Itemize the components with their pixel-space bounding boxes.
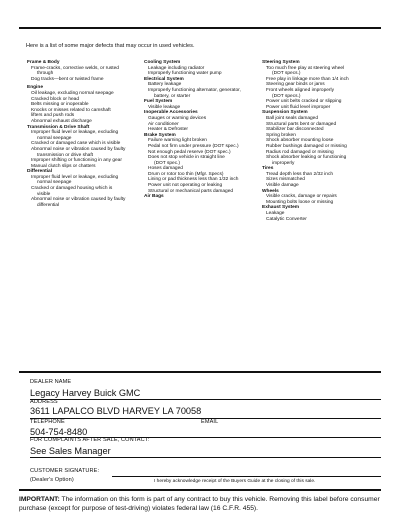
dealer-name-line [30,399,381,400]
defect-item: Hoses damaged [148,166,183,172]
defect-item: Improperly functioning alternator, generator, [148,87,241,93]
defect-item: Abnormal noise or vibration caused by faulty [31,146,126,152]
defect-category-heading: Cooling System [144,60,181,65]
defect-item: through [37,71,54,77]
complaints-contact-value: See Sales Manager [30,446,111,456]
defect-item: Visible cracks, damage or repairs [266,194,337,200]
defect-item: Free play in linkage more than 1/4 inch [266,76,349,82]
defects-column-1 [27,60,125,208]
defect-item: Battery leakage [148,82,182,88]
defect-item: Pedal not firm under pressure (DOT spec.) [148,143,239,149]
defect-item: Improper shifting or functioning in any gear [31,158,122,164]
signature-line [112,476,381,477]
defect-item: Spring broken [266,132,296,138]
defect-category-heading: Wheels [262,188,279,194]
telephone-label: TELEPHONE [30,419,65,425]
acknowledge-text: I hereby acknowledge receipt of the Buyers Guide at the closing of this sale. [154,479,316,484]
defects-column-2 [144,60,241,200]
email-label: EMAIL [201,419,219,425]
defect-item: battery, or starter [154,93,191,99]
defect-item: Visible damage [266,183,299,189]
defect-category-heading: Tires [262,166,274,172]
defect-item: Does not stop vehicle in straight line [148,155,225,161]
defect-category-heading: Differential [27,169,53,175]
defect-item: Ball joint seals damaged [266,115,318,121]
defect-item: Power unit belts cracked or slipping [266,99,342,105]
dealer-name-value: Legacy Harvey Buick GMC [30,388,141,398]
defect-category-heading: Brake System [144,132,176,138]
form-top-rule [19,371,381,373]
defect-item: Power unit not operating or leaking [148,183,223,189]
important-label: IMPORTANT: [19,496,60,503]
defect-category-heading: Transmission & Drive Shaft [27,124,90,130]
defect-item: Drum or rotor too thin (Mfgr. Specs) [148,171,224,177]
defect-item: Too much free play at steering wheel [266,65,345,71]
defect-item: Frame-cracks, corrective welds, or rusted [31,65,119,71]
address-label: ADDRESS [30,399,58,405]
customer-signature-label: CUSTOMER SIGNATURE: [30,468,100,474]
complaints-line [30,457,381,458]
defect-item: (DOT spec.) [154,160,181,166]
defect-item: Mounting bolts loose or missing [266,199,334,205]
defect-category-heading: Air Bags [144,194,164,200]
defect-category-heading: Fuel System [144,99,173,105]
defect-item: improperly [272,160,295,166]
defect-item: Stabilizer bar disconnected [266,127,324,133]
defect-category-heading: Exhaust System [262,205,300,211]
defects-column-3 [262,60,349,222]
defect-item: (DOT specs.) [272,93,301,99]
defect-item: lifters and push rods [31,113,75,119]
defect-item: Sizes mismatched [266,177,305,183]
defect-item: Leakage including radiator [148,65,205,71]
defect-category-heading: Steering System [262,60,300,65]
defect-item: (DOT specs.) [272,71,301,77]
defect-item: Leakage [266,211,285,217]
defect-item: Cracked or damaged case which is visible [31,141,121,147]
defect-item: Failure warning light broken [148,138,207,144]
defect-item: differential [37,202,60,208]
telephone-value: 504-754-8480 [30,427,88,437]
address-value: 3611 LAPALCO BLVD HARVEY LA 70058 [30,406,202,416]
dealer-name-label: DEALER NAME [30,379,72,385]
defect-item: Knocks or misses related to camshaft [31,107,111,113]
defect-item: Cracked or damaged housing which is [31,186,113,192]
intro-text: Here is a list of some major defects that may occur in used vehicles. [26,43,195,49]
defect-item: Shock absorber leaking or functioning [266,155,347,161]
defect-item: Shock absorber mounting loose [266,138,334,144]
defect-item: transmission or drive shaft [37,152,93,158]
defect-item: normal seepage [37,135,72,141]
defect-item: Dog tracks—bent or twisted frame [31,76,104,82]
defect-category-heading: Inoperable Accessories [144,110,198,116]
defect-item: Not enough pedal reserve (DOT spec.) [148,149,231,155]
defect-item: Improper fluid level or leakage, excluding [31,130,119,136]
defect-category-heading: Engine [27,85,43,91]
defect-item: Abnormal exhaust discharge [31,118,92,124]
defect-item: Abnormal noise or vibration caused by faulty [31,197,126,203]
complaints-label: FOR COMPLAINTS AFTER SALE, CONTACT: [30,437,150,443]
defect-item: Heater & Defroster [148,127,188,133]
defect-item: Improperly functioning water pump [148,71,222,77]
defect-item: Manual clutch slips or chatters [31,163,96,169]
defect-item: Oil leakage, excluding normal seepage [31,90,114,96]
important-notice [19,496,389,513]
defect-item: Rubber bushings damaged or missing [266,143,347,149]
bottom-rule [19,489,381,491]
defect-item: Front wheels aligned improperly [266,87,334,93]
defect-category-heading: Frame & Body [27,60,60,65]
dealer-option-label: (Dealer's Option) [30,477,74,483]
defect-item: Structural parts bent or damaged [266,121,337,127]
defect-item: Radius rod damaged or missing [266,149,334,155]
defect-item: Improper fluid level or leakage, excluding [31,174,119,180]
top-rule [19,27,381,29]
defect-category-heading: Suspension System [262,110,308,116]
defect-item: Belts missing or inoperable [31,102,89,108]
defect-item: visible [37,191,51,197]
defect-item: Steering gear binds or jams [266,82,325,88]
defect-item: Visible leakage [148,104,181,110]
defect-item: Tread depth less than 2/32 inch [266,171,334,177]
defect-item: Structural or mechanical parts damaged [148,188,234,194]
defect-item: Cracked block or head [31,96,79,102]
defect-category-heading: Electrical System [144,76,184,82]
defect-item: Gauges or warning devices [148,115,207,121]
important-text: The information on this form is part of any contract to buy this vehicle. Removing this label before consumer purchase (except for purpose of test-driving) violates federal law (16 C.F.R. 455). [19,496,380,512]
defect-item: Lining or pad thickness less than 1/32 inch [148,177,239,183]
defect-item: Power unit fluid level improper [266,104,331,110]
defect-item: Catalytic Converter [266,216,307,222]
defect-item: normal seepage [37,180,72,186]
defect-item: Air conditioner [148,121,179,127]
